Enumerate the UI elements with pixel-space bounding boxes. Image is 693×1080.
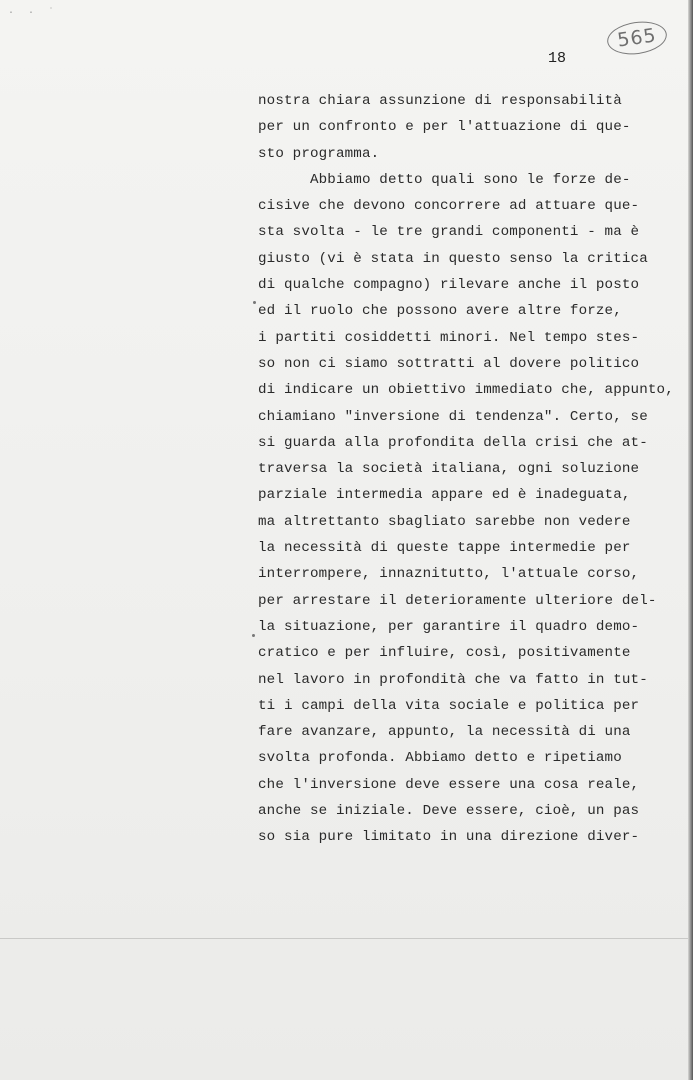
text-line: di indicare un obiettivo immediato che, appunto,: [258, 382, 674, 399]
text-line: ma altrettanto sbagliato sarebbe non vedere: [258, 513, 631, 530]
text-line: sto programma.: [258, 145, 380, 162]
scan-fold-line: [0, 938, 693, 939]
text-line: per un confronto e per l'attuazione di que-: [258, 119, 631, 136]
typed-text-body: [258, 88, 678, 851]
text-line: cratico e per influire, così, positivamente: [258, 645, 631, 662]
text-line: ed il ruolo che possono avere altre forze,: [258, 303, 622, 320]
text-line: anche se iniziale. Deve essere, cioè, un pas: [258, 803, 640, 820]
text-line: so sia pure limitato in una direzione diver-: [258, 829, 640, 846]
paper-specks: · · ˙: [8, 8, 59, 19]
page-number: 18: [548, 50, 567, 67]
text-line: Abbiamo detto quali sono le forze de-: [258, 171, 631, 188]
scan-edge-shadow: [688, 0, 693, 1080]
text-line: interrompere, innaznitutto, l'attuale corso,: [258, 566, 640, 583]
text-line: ti i campi della vita sociale e politica per: [258, 697, 640, 714]
text-line: traversa la società italiana, ogni soluzione: [258, 461, 640, 478]
text-line: nostra chiara assunzione di responsabilità: [258, 93, 622, 109]
text-line: si guarda alla profondita della crisi che at-: [258, 434, 648, 451]
text-line: fare avanzare, appunto, la necessità di una: [258, 724, 631, 741]
text-line: sta svolta - le tre grandi componenti - ma è: [258, 224, 640, 241]
text-line: che l'inversione deve essere una cosa reale,: [258, 776, 640, 793]
text-line: la necessità di queste tappe intermedie per: [258, 540, 631, 557]
text-line: di qualche compagno) rilevare anche il posto: [258, 277, 640, 294]
text-line: la situazione, per garantire il quadro demo-: [258, 618, 640, 635]
text-line: so non ci siamo sottratti al dovere politico: [258, 355, 640, 372]
text-line: nel lavoro in profondità che va fatto in tut-: [258, 671, 648, 688]
margin-mark: [252, 634, 255, 637]
archive-stamp: [605, 18, 669, 58]
text-line: chiamiano "inversione di tendenza". Certo, se: [258, 408, 648, 425]
text-line: giusto (vi è stata in questo senso la critica: [258, 250, 648, 267]
text-line: svolta profonda. Abbiamo detto e ripetiamo: [258, 750, 622, 767]
text-line: cisive che devono concorrere ad attuare que-: [258, 198, 640, 215]
stamp-number: 565: [616, 24, 658, 52]
margin-mark: [253, 301, 256, 304]
text-line: parziale intermedia appare ed è inadeguata,: [258, 487, 631, 504]
text-line: per arrestare il deterioramente ulteriore del-: [258, 592, 657, 609]
text-line: i partiti cosiddetti minori. Nel tempo stes-: [258, 329, 640, 346]
